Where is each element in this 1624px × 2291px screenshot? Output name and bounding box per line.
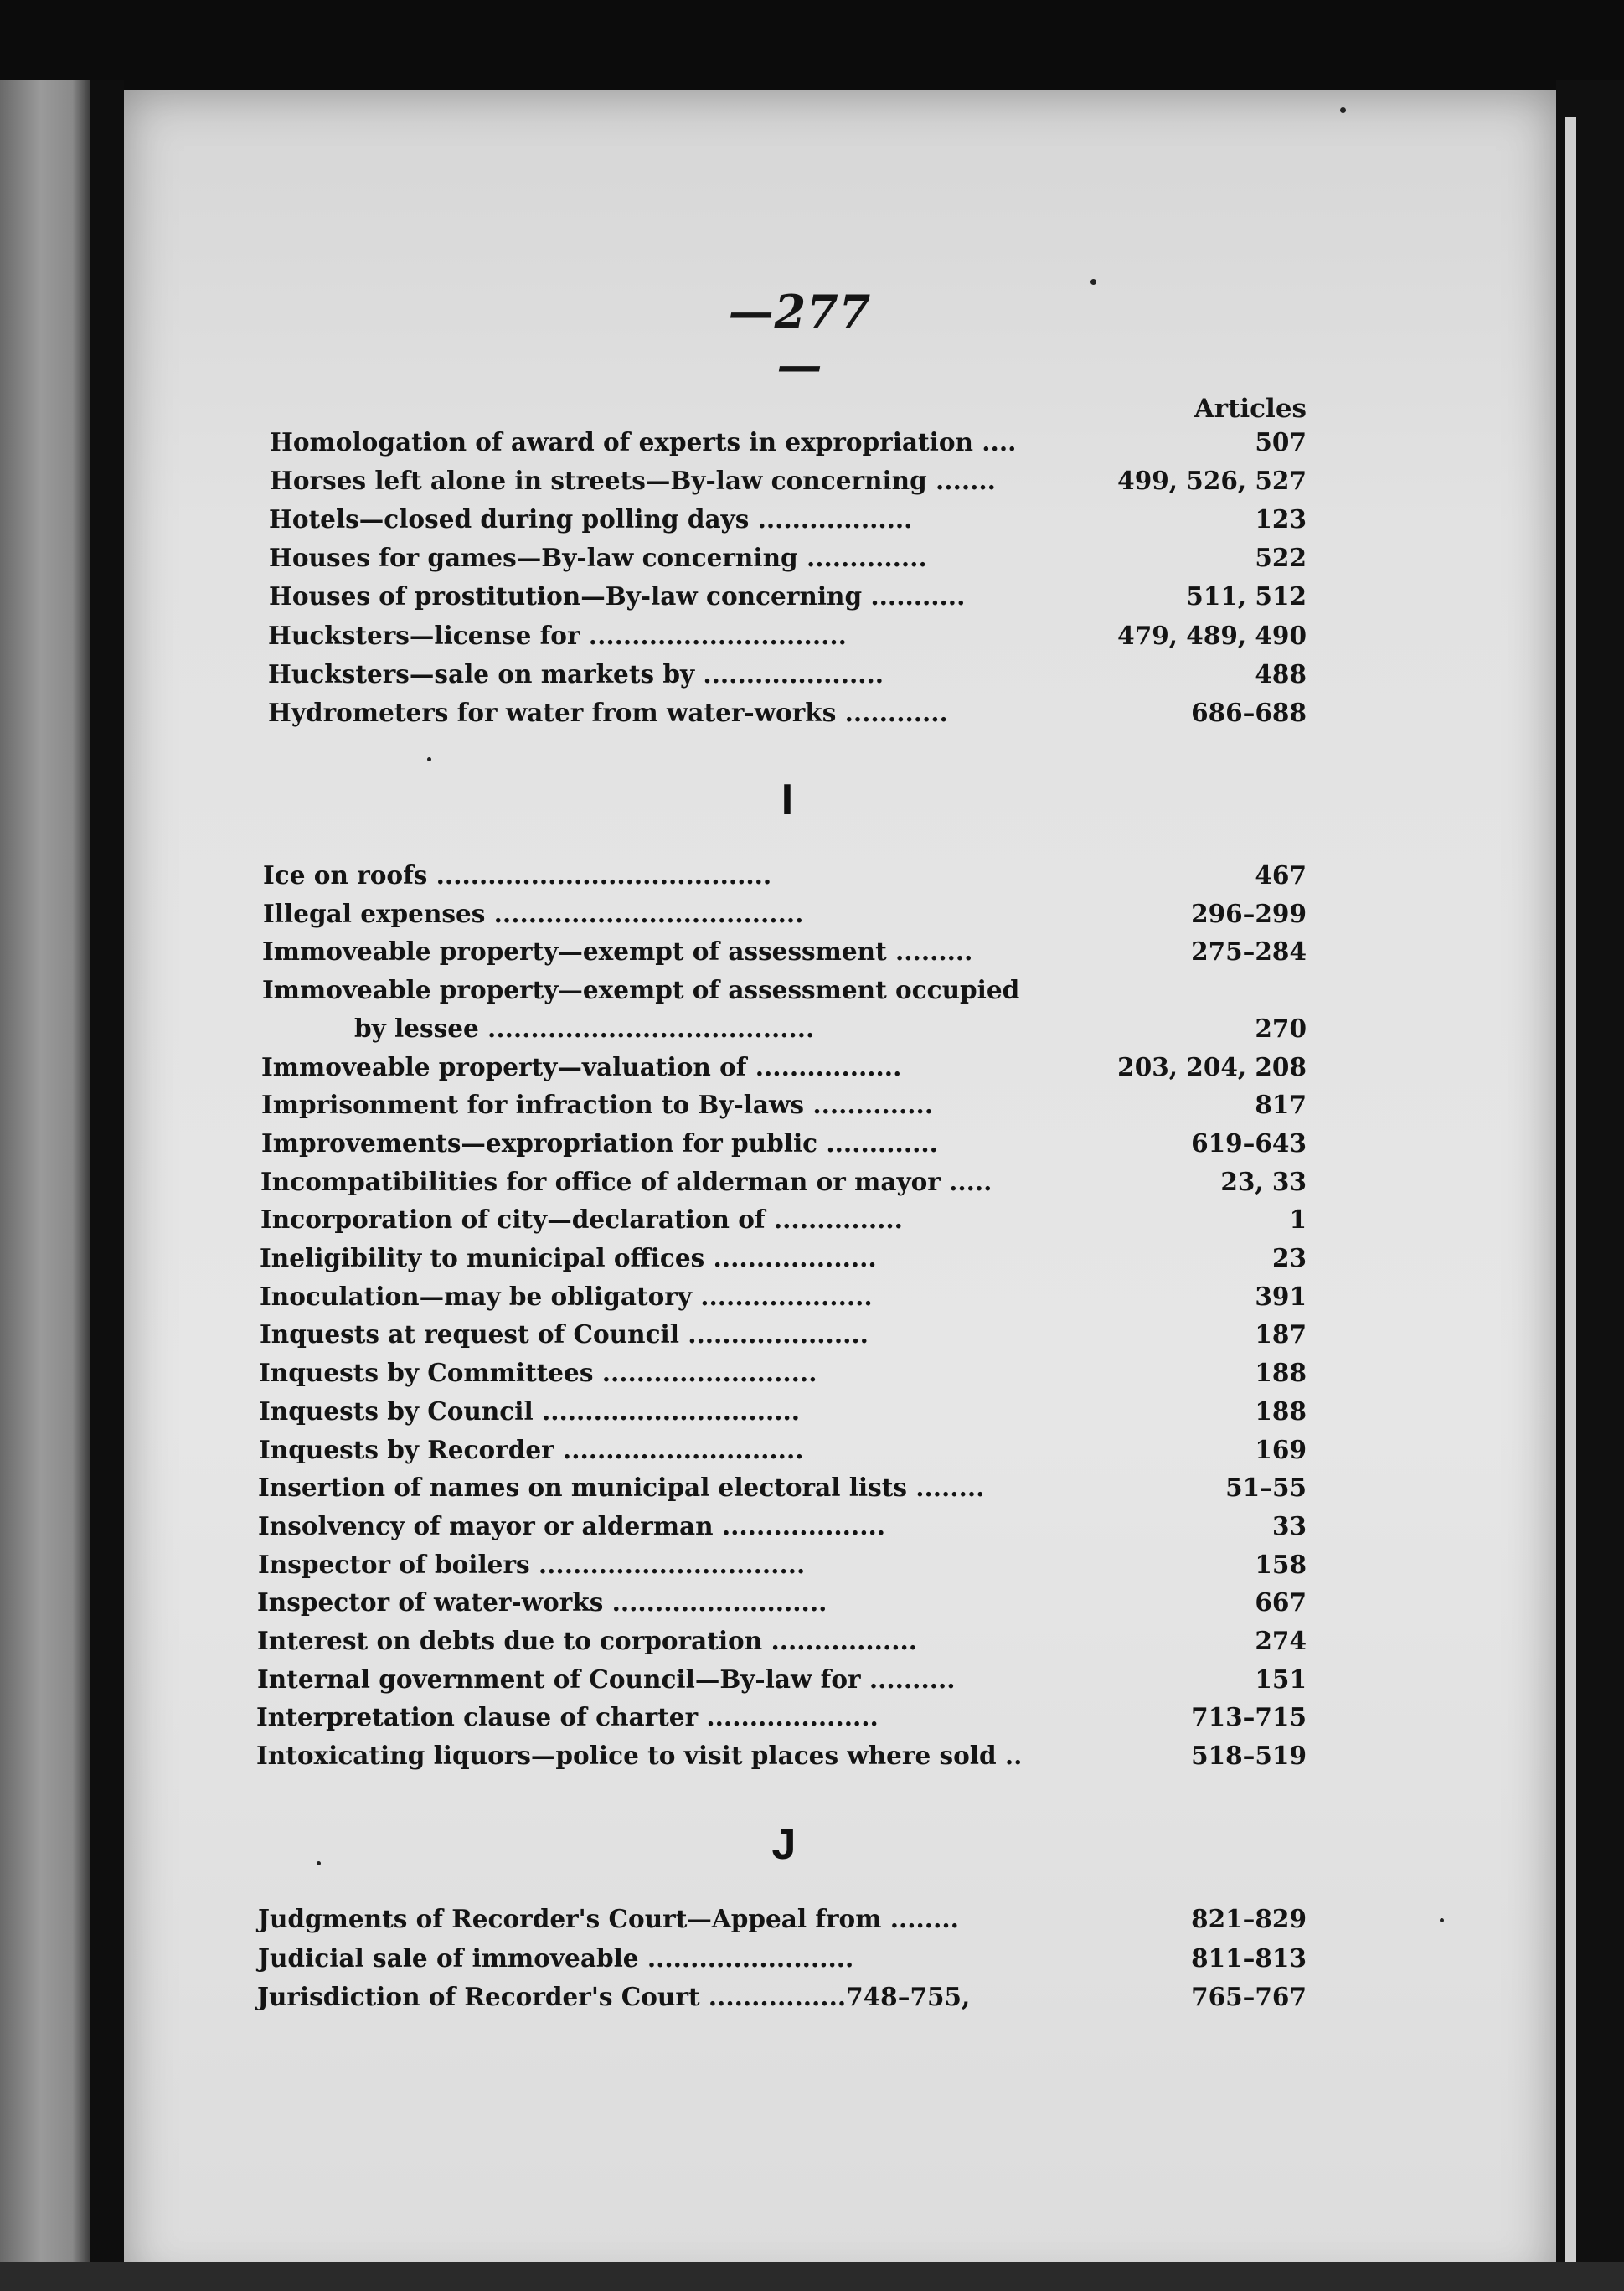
entry-article-ref: 821–829	[1191, 1904, 1307, 1933]
entry-leader-dots: ........	[906, 1473, 985, 1503]
entry-label: Jurisdiction of Recorder's Court ................748–755,	[257, 1982, 971, 2011]
index-entry	[269, 577, 1307, 616]
entry-article-ref: 187	[1255, 1319, 1307, 1349]
index-entry	[263, 895, 1307, 933]
entry-leader-dots: ........	[881, 1904, 959, 1933]
index-entry	[260, 1200, 1307, 1239]
entry-article-ref: 275–284	[1191, 937, 1307, 967]
entry-leader-dots: .................	[762, 1626, 918, 1655]
scan-bottom-border	[0, 2262, 1624, 2291]
entry-leader-dots: ........................	[638, 1943, 854, 1973]
entry-leader-dots: ..............	[797, 543, 927, 573]
entry-leader-dots: ..................	[749, 504, 913, 534]
entry-article-ref: 33	[1271, 1510, 1307, 1540]
entry-label: Internal government of Council—By-law for ..........	[257, 1664, 956, 1694]
entry-label: Judgments of Recorder's Court—Appeal from ........	[258, 1904, 959, 1933]
index-entry	[261, 1048, 1307, 1086]
entry-leader-dots: .....................	[694, 658, 884, 689]
index-entry	[258, 1545, 1307, 1584]
entry-article-ref: 188	[1255, 1396, 1307, 1426]
print-speck	[1440, 1918, 1444, 1922]
entry-leader-dots: ...................	[713, 1510, 885, 1540]
index-entry	[258, 1507, 1307, 1545]
index-entry	[257, 1660, 1307, 1699]
entry-article-ref: 811–813	[1191, 1943, 1307, 1973]
binding-shadow	[90, 80, 124, 2291]
entry-label: Intoxicating liquors—police to visit places where sold ..	[256, 1741, 1023, 1771]
section-letter-i: I	[781, 776, 794, 824]
entry-leader-dots: .........	[886, 937, 973, 967]
entry-leader-dots: ....................................	[485, 898, 804, 928]
entry-leader-dots: ....................	[698, 1702, 879, 1732]
index-entry	[258, 1468, 1307, 1507]
index-entry	[259, 1392, 1307, 1431]
index-entry	[260, 1315, 1307, 1354]
entry-article-ref: 391	[1255, 1281, 1307, 1311]
entry-leader-dots: ...........	[862, 581, 966, 611]
entry-leader-dots: ....	[973, 427, 1017, 457]
entry-label: Horses left alone in streets—By-law concerning .......	[270, 466, 996, 496]
scan-top-border	[0, 0, 1624, 92]
entry-label: Imprisonment for infraction to By-laws ..............	[261, 1090, 934, 1120]
entry-leader-dots: ...............	[765, 1205, 903, 1235]
entry-leader-dots: ......................................	[478, 1013, 815, 1043]
index-entry	[268, 694, 1307, 732]
entry-article-ref: 296–299	[1191, 898, 1307, 928]
entry-article-ref: 765–767	[1191, 1982, 1307, 2011]
entry-label: Inquests by Council ..............................	[259, 1396, 801, 1426]
entry-article-ref: 511, 512	[1186, 581, 1307, 611]
entry-label: Inquests by Recorder ............................	[259, 1434, 804, 1464]
entry-label: Hucksters—sale on markets by .....................	[268, 658, 884, 689]
entry-article-ref: 203, 204, 208	[1117, 1051, 1307, 1081]
entry-leader-dots: ............................	[554, 1434, 804, 1464]
entry-leader-dots: ...................	[704, 1243, 877, 1272]
entry-label: Immoveable property—exempt of assessment occupied	[262, 975, 1020, 1005]
entry-article-ref: 713–715	[1191, 1702, 1307, 1732]
index-entry	[260, 1277, 1307, 1316]
entry-article-ref: 51–55	[1225, 1473, 1307, 1503]
entry-label: Improvements—expropriation for public .............	[261, 1127, 938, 1158]
entry-label: by lessee ......................................	[354, 1013, 815, 1043]
entry-label: Illegal expenses ....................................	[263, 898, 804, 928]
entry-leader-dots: .......................................	[427, 860, 772, 890]
entry-article-ref: 1	[1289, 1205, 1307, 1235]
print-speck	[427, 757, 431, 761]
entry-leader-dots: .........................	[593, 1358, 817, 1388]
print-speck	[1090, 279, 1096, 285]
entry-leader-dots: ................748–755,	[699, 1982, 971, 2011]
entry-label: Immoveable property—valuation of .................	[261, 1051, 902, 1081]
index-entry	[261, 1086, 1307, 1124]
entry-label: Hotels—closed during polling days ..................	[269, 504, 913, 534]
entry-label: Judicial sale of immoveable ........................	[258, 1943, 854, 1973]
entry-article-ref: 488	[1255, 658, 1307, 689]
entry-article-ref: 507	[1255, 427, 1307, 457]
entry-label: Ineligibility to municipal offices ...................	[260, 1243, 877, 1272]
entry-label: Insertion of names on municipal electoral lists ........	[258, 1473, 985, 1503]
entry-article-ref: 522	[1255, 543, 1307, 573]
entry-article-ref: 479, 489, 490	[1117, 620, 1307, 650]
entry-article-ref: 151	[1255, 1664, 1307, 1694]
entry-article-ref: 123	[1255, 504, 1307, 534]
index-entry	[259, 1431, 1307, 1469]
entry-label: Inquests at request of Council .....................	[260, 1319, 869, 1349]
entry-leader-dots: ............	[836, 697, 948, 727]
entry-label: Houses of prostitution—By-law concerning ...........	[269, 581, 966, 611]
entry-label: Homologation of award of experts in expropriation ....	[270, 427, 1017, 457]
entry-leader-dots: .................	[746, 1051, 902, 1081]
entry-leader-dots: .....................	[678, 1319, 869, 1349]
entry-article-ref: 817	[1255, 1090, 1307, 1120]
entry-label: Incompatibilities for office of alderman or mayor .....	[260, 1166, 992, 1196]
entry-label: Hydrometers for water from water-works ............	[268, 697, 948, 727]
index-entry	[270, 462, 1307, 500]
entry-article-ref: 188	[1255, 1358, 1307, 1388]
index-entry	[257, 1978, 1307, 2016]
index-entry	[256, 1698, 1307, 1736]
entry-leader-dots: .....	[940, 1166, 992, 1196]
entry-label: Immoveable property—exempt of assessment .........	[262, 937, 973, 967]
index-entry	[257, 1583, 1307, 1622]
print-speck	[1340, 107, 1346, 113]
index-entry	[269, 500, 1307, 539]
entry-label: Incorporation of city—declaration of ...............	[260, 1205, 903, 1235]
column-heading: Articles	[1194, 394, 1307, 424]
index-entry	[354, 1009, 1307, 1048]
entry-article-ref: 23	[1271, 1243, 1307, 1272]
index-entry	[262, 932, 1307, 971]
entry-article-ref: 23, 33	[1220, 1166, 1307, 1196]
index-entry	[260, 1239, 1307, 1277]
entry-leader-dots: ..	[996, 1741, 1023, 1771]
print-speck	[317, 1861, 321, 1865]
entry-label: Inoculation—may be obligatory ....................	[260, 1281, 873, 1311]
entry-leader-dots: ...............................	[529, 1549, 806, 1579]
index-entry	[256, 1736, 1307, 1775]
entry-article-ref: 270	[1255, 1013, 1307, 1043]
entry-article-ref: 158	[1255, 1549, 1307, 1579]
entry-label: Hucksters—license for ..............................	[268, 620, 847, 650]
entry-article-ref: 619–643	[1191, 1127, 1307, 1158]
entry-leader-dots: .........................	[603, 1587, 827, 1618]
index-entry	[257, 1622, 1307, 1660]
index-entry	[261, 1124, 1307, 1163]
entry-article-ref: 274	[1255, 1626, 1307, 1655]
index-entry	[258, 1900, 1307, 1938]
entry-label: Insolvency of mayor or alderman ...................	[258, 1510, 885, 1540]
entry-leader-dots: ..............................	[533, 1396, 801, 1426]
section-letter-j: J	[771, 1820, 797, 1869]
entry-label: Houses for games—By-law concerning ..............	[269, 543, 927, 573]
entry-article-ref: 169	[1255, 1434, 1307, 1464]
index-entry	[270, 423, 1307, 462]
entry-label: Ice on roofs .......................................	[263, 860, 772, 890]
page-edge-strip	[1565, 117, 1576, 2291]
entry-label: Inquests by Committees .........................	[259, 1358, 817, 1388]
entry-leader-dots: .............	[817, 1127, 938, 1158]
entry-article-ref: 499, 526, 527	[1117, 466, 1307, 496]
index-entry	[268, 655, 1307, 694]
entry-leader-dots: ..............................	[580, 620, 847, 650]
entry-label: Interest on debts due to corporation .................	[257, 1626, 918, 1655]
entry-article-ref: 467	[1255, 860, 1307, 890]
entry-label: Inspector of water-works .........................	[257, 1587, 827, 1618]
entry-leader-dots: ..............	[804, 1090, 934, 1120]
index-entry	[260, 1163, 1307, 1201]
entry-leader-dots: ....................	[691, 1281, 873, 1311]
index-entry	[258, 1939, 1307, 1978]
index-entry	[262, 971, 1307, 1009]
index-entry	[263, 856, 1307, 895]
index-entry	[269, 539, 1307, 577]
index-entry	[259, 1354, 1307, 1392]
entry-leader-dots: ..........	[860, 1664, 956, 1694]
index-entry	[268, 617, 1307, 655]
entry-label: Inspector of boilers ...............................	[258, 1549, 806, 1579]
page-number: —277—	[728, 285, 872, 392]
entry-article-ref: 518–519	[1191, 1741, 1307, 1771]
entry-article-ref: 667	[1255, 1587, 1307, 1618]
entry-leader-dots: .......	[926, 466, 996, 496]
entry-article-ref: 686–688	[1191, 697, 1307, 727]
entry-label: Interpretation clause of charter ....................	[256, 1702, 879, 1732]
facing-page-edge	[0, 80, 90, 2291]
